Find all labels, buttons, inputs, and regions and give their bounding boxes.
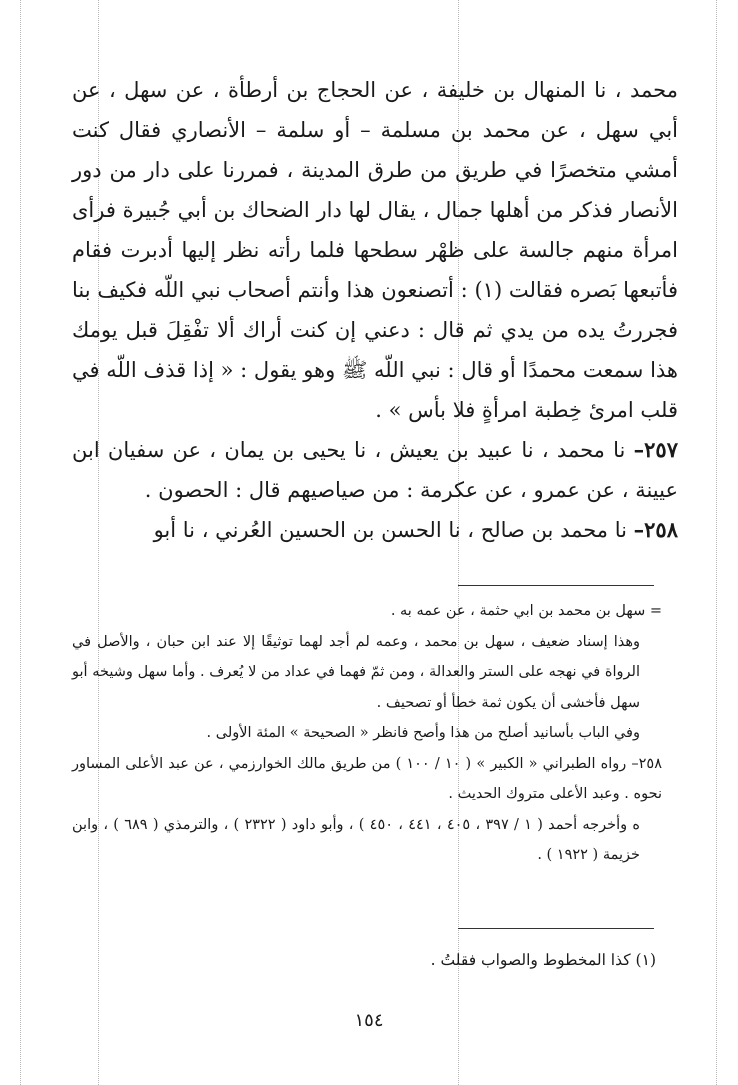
commentary-notes [72, 596, 662, 871]
footnote-separator [458, 928, 654, 929]
margin-guide-left [20, 0, 21, 1085]
margin-guide-right [716, 0, 717, 1085]
hadith-257 [72, 430, 678, 510]
note-line-5: ه وأخرجه أحمد ( ١ / ٣٩٧ ، ٤٠٥ ، ٤٤١ ، ٤٥٠ ) ، وأبو داود ( ٢٣٢٢ ) ، والترمذي ( ٦٨٩ ) ، وابن خزيمة ( ١٩٢٢ ) . [72, 816, 640, 863]
page-number: ١٥٤ [354, 1010, 384, 1031]
note-line-4: ٢٥٨– رواه الطبراني « الكبير » ( ١٠ / ١٠٠ ) من طريق مالك الخوارزمي ، عن عبد الأعلى المساور نحوه . وعبد الأعلى متروك الحديث . [72, 755, 662, 802]
note-line-3: وفي الباب بأسانيد أصلح من هذا وأصح فانظر « الصحيحة » المئة الأولى . [206, 725, 640, 741]
main-text [72, 70, 678, 550]
note-line-2: وهذا إسناد ضعيف ، سهل بن محمد ، وعمه لم أجد لهما توثيقًا إلا عند ابن حبان ، والأصل في الرواة في نهجه على الستر والعدالة ، ومن ثمّ فهما في عداد من لا يُعرف . وأما سهل وشيخه أبو سهل فأخشى أن يكون ثمة خطأ أو تصحيف . [72, 633, 640, 711]
notes-separator [458, 585, 654, 586]
hadith-257-number: ٢٥٧– [633, 437, 678, 462]
note-line-1: = سهل بن محمد بن ابي حثمة ، عن عمه به . [390, 603, 662, 619]
footnote: (١) كذا المخطوط والصواب فقلتُ . [430, 951, 656, 969]
hadith-257-text: نا محمد ، نا عبيد بن يعيش ، نا يحيى بن يمان ، عن سفيان ابن عيينة ، عن عمرو ، عن عكرمة : من صياصيهم قال : الحصون . [72, 438, 678, 502]
hadith-258 [72, 510, 678, 550]
hadith-258-number: ٢٥٨– [633, 517, 678, 542]
hadith-256-text: محمد ، نا المنهال بن خليفة ، عن الحجاج بن أرطأة ، عن سهل ، عن أبي سهل ، عن محمد بن مسلمة – أو سلمة – الأنصاري فقال كنت أمشي متخصرًا في طريق من طرق المدينة ، فمررنا على دار من دور الأنصار فذكر من أهلها جمال ، يقال لها دار الضحاك بن أبي جُبيرة فرأى امرأة منهم جالسة على ظهْر سطحها فلما رأته نظر إليها أدبرت فقام فأتبعها بَصره فقالت (١) : أتصنعون هذا وأنتم أصحاب نبي اللّه فكيف بنا فجررتُ يده من يدي ثم قال : دعني إن كنت أراك ألا تفْقِلَ قبل يومك هذا سمعت محمدًا أو قال : نبي اللّه ﷺ وهو يقول : « إذا قذف اللّه في قلب امرئ خِطبة امرأةٍ فلا بأس » . [72, 78, 678, 422]
hadith-258-text: نا محمد بن صالح ، نا الحسن بن الحسين العُرني ، نا أبو [153, 518, 627, 542]
